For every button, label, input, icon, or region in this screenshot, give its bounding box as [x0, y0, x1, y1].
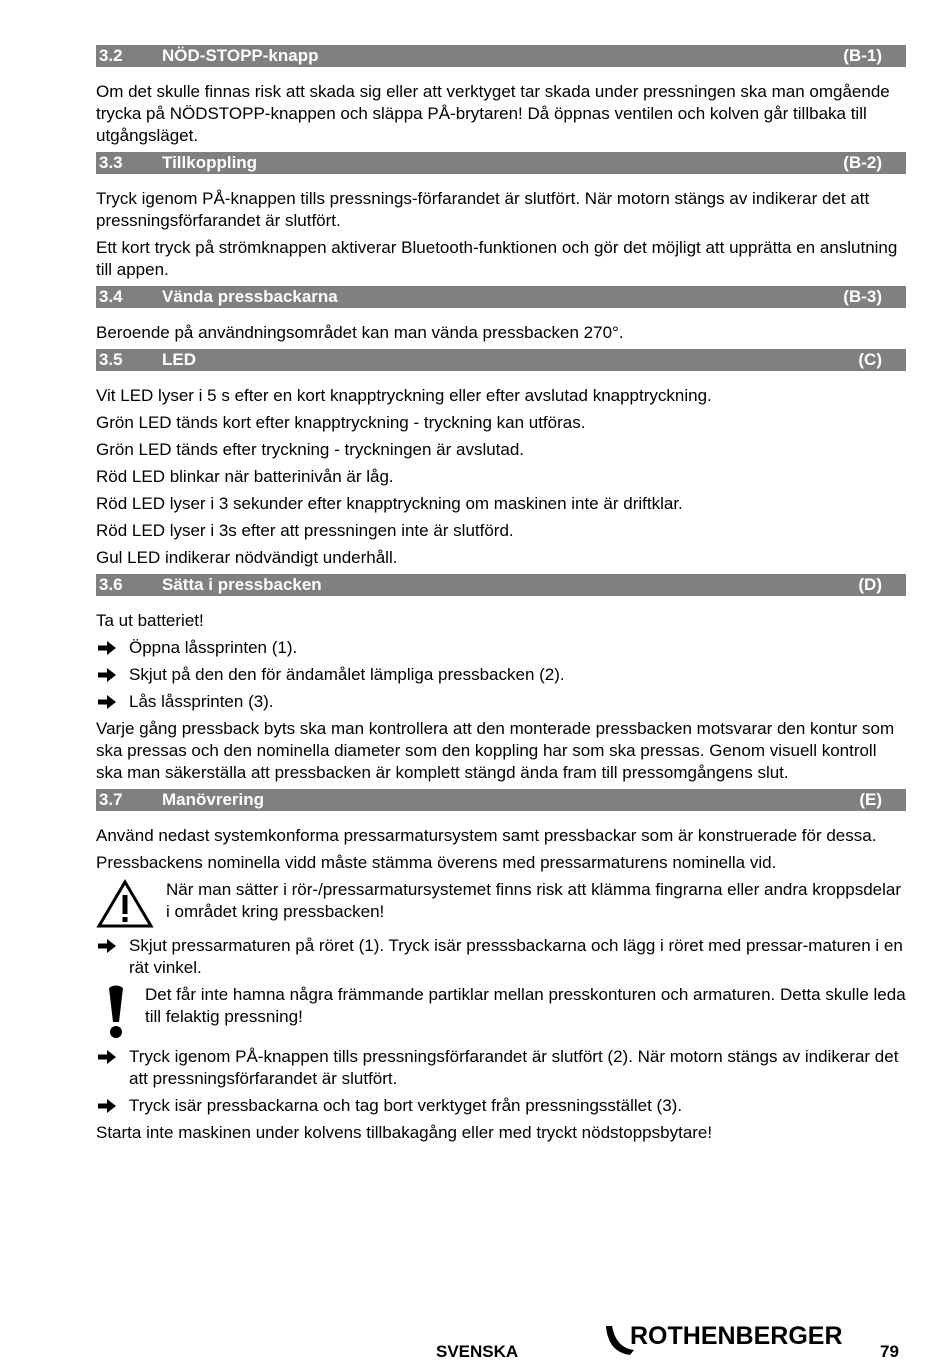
section-header: [96, 152, 906, 174]
step-item: [96, 1095, 906, 1117]
section-header: [96, 789, 906, 811]
led-description: Gul LED indikerar nödvändigt underhåll.: [96, 548, 398, 567]
figure-reference: (D): [858, 575, 882, 594]
section-number: 3.3: [99, 153, 123, 172]
section-3-7: [96, 789, 906, 1144]
led-description: Vit LED lyser i 5 s efter en kort knapptryckning eller efter avslutad knapptryckning.: [96, 386, 712, 405]
figure-reference: (E): [859, 790, 882, 809]
section-3-6: [96, 574, 906, 784]
led-description: Röd LED lyser i 3s efter att pressningen inte är slutförd.: [96, 521, 514, 540]
step-item: [96, 1046, 906, 1090]
led-description: Röd LED blinkar när batterinivån är låg.: [96, 467, 394, 486]
section-number: 3.2: [99, 46, 123, 65]
warning-note: [96, 879, 906, 929]
paragraph: Om det skulle finnas risk att skada sig eller att verktyget tar skada under pressningen ska man omgående trycka på NÖDSTOPP-knappen och släppa PÅ-brytaren! Då öppnas ventilen och kolven går tillbaka till utgångsläget.: [96, 82, 890, 145]
section-title: NÖD-STOPP-knapp: [162, 46, 319, 65]
section-header: [96, 574, 906, 596]
section-title: Sätta i pressbacken: [162, 575, 322, 594]
arrow-right-icon: [96, 637, 118, 659]
page-number: 79: [880, 1342, 899, 1361]
section-title: Vända pressbackarna: [162, 287, 338, 306]
section-header: [96, 286, 906, 308]
section-title: Manövrering: [162, 790, 265, 809]
page-footer: [0, 1320, 950, 1360]
warning-triangle-icon: [96, 879, 154, 929]
section-3-3: [96, 152, 906, 281]
step-text: Tryck isär pressbackarna och tag bort verktyget från pressningsstället (3).: [129, 1096, 683, 1115]
section-number: 3.4: [99, 287, 123, 306]
step-item: [96, 935, 906, 979]
attention-note: [96, 984, 906, 1040]
led-description: Grön LED tänds kort efter knapptryckning - tryckning kan utföras.: [96, 413, 586, 432]
figure-reference: (B-2): [843, 153, 882, 172]
arrow-right-icon: [96, 1046, 118, 1068]
section-title: Tillkoppling: [162, 153, 258, 172]
arrow-right-icon: [96, 1095, 118, 1117]
step-text: Skjut på den den för ändamålet lämpliga pressbacken (2).: [129, 665, 565, 684]
paragraph: Använd nedast systemkonforma pressarmatursystem samt pressbackar som är konstruerade för dessa.: [96, 826, 877, 845]
paragraph: Varje gång pressback byts ska man kontrollera att den monterade pressbacken motsvarar den kontur som ska pressas och den nominella diameter som den koppling har som ska pressas. Genom visuell kontroll ska man säkerställa att pressbacken är komplett stängd ända fram till pressomgångens slut.: [96, 719, 895, 782]
led-description: Grön LED tänds efter tryckning - tryckningen är avslutad.: [96, 440, 525, 459]
section-header: [96, 349, 906, 371]
paragraph: Beroende på användningsområdet kan man vända pressbacken 270°.: [96, 323, 624, 342]
section-3-5: [96, 349, 906, 569]
step-text: Öppna låssprinten (1).: [129, 638, 298, 657]
document-page: [96, 45, 906, 1149]
section-3-2: [96, 45, 906, 147]
brand-name: ROTHENBERGER: [630, 1322, 843, 1350]
footer-language: SVENSKA: [436, 1342, 519, 1361]
paragraph: Ett kort tryck på strömknappen aktiverar Bluetooth-funktionen och gör det möjligt att upprätta en anslutning till appen.: [96, 238, 898, 279]
figure-reference: (B-3): [843, 287, 882, 306]
step-item: [96, 637, 906, 659]
figure-reference: (B-1): [843, 46, 882, 65]
figure-reference: (C): [858, 350, 882, 369]
section-3-4: [96, 286, 906, 344]
step-text: Skjut pressarmaturen på röret (1). Tryck isär presssbackarna och lägg i röret med pressar-maturen i en rät vinkel.: [129, 936, 903, 977]
section-number: 3.7: [99, 790, 123, 809]
section-header: [96, 45, 906, 67]
paragraph: Tryck igenom PÅ-knappen tills pressnings-förfarandet är slutfört. När motorn stängs av indikerar det att pressningsförfarandet är slutfört.: [96, 189, 870, 230]
led-description: Röd LED lyser i 3 sekunder efter knapptryckning om maskinen inte är driftklar.: [96, 494, 683, 513]
paragraph: Starta inte maskinen under kolvens tillbakagång eller med tryckt nödstoppsbytare!: [96, 1123, 713, 1142]
section-title: LED: [162, 350, 196, 369]
brand-logo: [600, 1320, 850, 1360]
attention-text: Det får inte hamna några främmande partiklar mellan presskonturen och armaturen. Detta skulle leda till felaktig pressning!: [145, 985, 906, 1026]
warning-text: När man sätter i rör-/pressarmatursystemet finns risk att klämma fingrarna eller andra kroppsdelar i området kring pressbacken!: [166, 880, 902, 921]
paragraph: Ta ut batteriet!: [96, 611, 204, 630]
step-item: [96, 691, 906, 713]
section-number: 3.5: [99, 350, 123, 369]
section-number: 3.6: [99, 575, 123, 594]
arrow-right-icon: [96, 935, 118, 957]
arrow-right-icon: [96, 664, 118, 686]
exclamation-icon: [106, 984, 126, 1040]
step-text: Lås låssprinten (3).: [129, 692, 274, 711]
arrow-right-icon: [96, 691, 118, 713]
step-item: [96, 664, 906, 686]
paragraph: Pressbackens nominella vidd måste stämma överens med pressarmaturens nominella vid.: [96, 853, 777, 872]
step-text: Tryck igenom PÅ-knappen tills pressningsförfarandet är slutfört (2). När motorn stängs av indikerar det att pressningsförfarandet är slutfört.: [129, 1047, 899, 1088]
